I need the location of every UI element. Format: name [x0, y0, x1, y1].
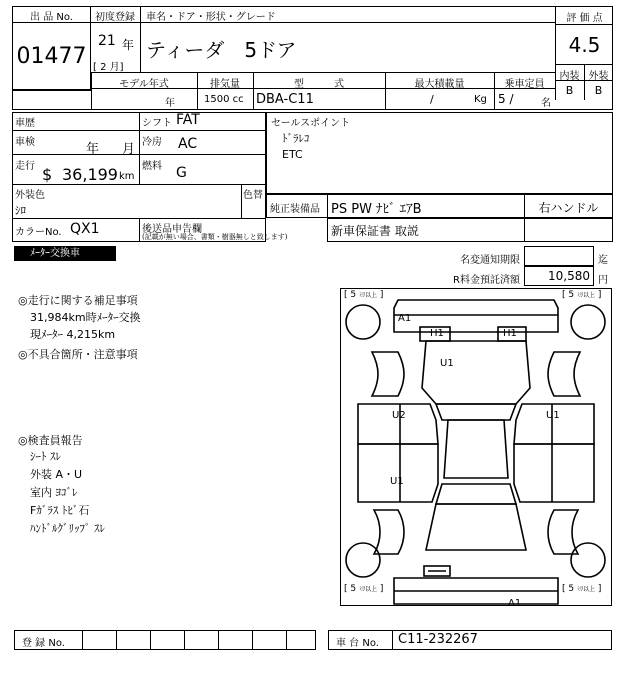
- name-change-deadline-label: 名変通知期限: [460, 255, 520, 266]
- mileage-supplement-line-1: 31,984km時ﾒｰﾀｰ交換: [30, 311, 141, 324]
- max-load-value: /: [430, 93, 434, 106]
- tire-label-front-right: [ 5 ﾐﾘ以上 ]: [562, 290, 602, 300]
- model-code: DBA-C11: [256, 92, 314, 107]
- windshield: [436, 404, 516, 420]
- front-bumper-outline: [394, 300, 558, 332]
- registration-no-label: 登 録 No.: [22, 638, 65, 649]
- car-name: ティーダ 5ドア: [146, 38, 297, 62]
- seating-capacity: 5 /: [498, 92, 514, 106]
- lot-no-label: 出 品 No.: [30, 12, 73, 23]
- aircon-value: AC: [178, 136, 198, 152]
- left-front-fender: [372, 352, 404, 396]
- mark-headlight-left: H1: [430, 328, 444, 339]
- post-report-label: 後送品申告欄: [142, 224, 202, 235]
- shift-value: FAT: [176, 112, 200, 128]
- inspection-label: 車検: [15, 137, 35, 148]
- tire-rear-left: [346, 543, 380, 577]
- sales-points-label: セールスポイント: [271, 118, 351, 129]
- inspection-year-unit: 年: [86, 142, 100, 157]
- max-load-unit: Kg: [474, 94, 487, 105]
- right-rear-fender: [548, 510, 578, 554]
- displacement: 1500 cc: [204, 94, 244, 105]
- name-change-deadline-unit: 迄: [598, 255, 608, 266]
- tire-front-right: [571, 305, 605, 339]
- right-front-fender: [548, 352, 580, 396]
- interior-grade: B: [565, 84, 574, 97]
- meter-replaced-badge: ﾒｰﾀｰ交換車: [14, 246, 116, 261]
- grade-label: 評 価 点: [566, 13, 603, 24]
- equipment-list: PS PW ﾅﾋﾞ ｴｱB: [331, 202, 422, 217]
- exterior-label: 外装: [588, 71, 609, 82]
- recycle-fee-unit: 円: [598, 275, 608, 286]
- tire-front-left: [346, 305, 380, 339]
- tire-label-rear-right: [ 5 ﾐﾘ以上 ]: [562, 584, 602, 594]
- exterior-grade: B: [594, 84, 603, 97]
- max-load-label: 最大積載量: [414, 79, 465, 90]
- history-label: 車歴: [15, 118, 35, 129]
- mileage-unit: km: [119, 171, 135, 182]
- inspector-line-1: ｼｰﾄ ｽﾚ: [30, 450, 61, 463]
- overall-grade: 4.5: [568, 33, 601, 57]
- mark-front-bumper: A1: [398, 313, 412, 324]
- mark-rear-bumper: A1: [508, 598, 522, 609]
- fuel-value: G: [176, 165, 187, 181]
- equipment-label: 純正装備品: [270, 204, 320, 215]
- mileage-label: 走行: [15, 161, 35, 172]
- tire-rear-right: [571, 543, 605, 577]
- tire-label-rear-left: [ 5 ﾐﾘ以上 ]: [344, 584, 384, 594]
- model-year-label: モデル年式: [119, 79, 169, 90]
- trunk: [426, 504, 526, 550]
- mileage-supplement-title: ◎走行に関する補足事項: [18, 294, 138, 307]
- inspector-line-2: 外装 A・U: [30, 468, 83, 481]
- inspector-report-title: ◎検査員報告: [18, 434, 83, 447]
- defects-title: ◎不具合箇所・注意事項: [18, 348, 138, 361]
- recycle-fee-amount: 10,580: [548, 269, 590, 283]
- left-rear-fender: [374, 510, 404, 554]
- model-type-label: 型 式: [294, 79, 344, 90]
- right-rear-door: [514, 444, 594, 502]
- exterior-color-label: 外装色: [15, 190, 45, 201]
- mark-left-rear-door: U1: [390, 476, 404, 487]
- roof: [444, 420, 508, 478]
- color-no: QX1: [70, 221, 100, 237]
- steering-side: 右ハンドル: [538, 201, 599, 215]
- hood-outline: [422, 341, 530, 404]
- car-diagram: [340, 288, 612, 606]
- registration-year-unit: 年: [122, 38, 135, 52]
- sales-point-1: ﾄﾞﾗﾚｺ: [282, 132, 310, 145]
- mark-left-front-door: U2: [392, 410, 406, 421]
- recycle-fee-label: R料金預託済額: [453, 275, 520, 286]
- rear-window: [436, 484, 516, 504]
- mark-headlight-right: H1: [503, 328, 517, 339]
- chassis-no-label: 車 台 No.: [336, 638, 379, 649]
- inspector-line-4: Fｶﾞﾗｽ ﾄﾋﾞ石: [30, 504, 90, 517]
- chassis-number: C11-232267: [398, 632, 478, 647]
- displacement-label: 排気量: [210, 79, 240, 90]
- color-change-label: 色替: [243, 190, 263, 201]
- mark-hood: U1: [440, 358, 454, 369]
- lot-number: 01477: [16, 44, 87, 69]
- shift-label: シフト: [142, 118, 172, 129]
- registration-year: 21: [98, 33, 116, 49]
- model-year-unit: 年: [165, 98, 175, 109]
- warranty-docs: 新車保証書 取説: [331, 224, 419, 238]
- mileage-supplement-line-2: 現ﾒｰﾀｰ 4,215km: [30, 328, 116, 341]
- inspection-month-unit: 月: [122, 142, 136, 157]
- registration-month: [ 2 月]: [93, 62, 124, 73]
- mileage-value: 36,199: [62, 165, 118, 184]
- car-name-label: 車名・ドア・形状・グレード: [146, 12, 276, 23]
- post-report-note: (記載が無い場合、書類・樹器無しと致します): [142, 233, 288, 241]
- fuel-label: 燃料: [142, 161, 162, 172]
- mileage-currency: $: [42, 165, 53, 184]
- capacity-label: 乗車定員: [504, 79, 545, 90]
- sales-point-2: ETC: [282, 148, 303, 161]
- color-no-label: カラーNo.: [15, 227, 62, 238]
- inspector-line-5: ﾊﾝﾄﾞﾙｸﾞﾘｯﾌﾟ ｽﾚ: [30, 522, 105, 535]
- first-registration-label: 初度登録: [95, 12, 135, 23]
- interior-label: 内装: [559, 71, 580, 82]
- left-rear-door: [358, 444, 438, 502]
- exterior-color: ｼﾛ: [15, 204, 26, 217]
- inspector-line-3: 室内 ﾖｺﾞﾚ: [30, 486, 78, 499]
- capacity-unit: 名: [541, 98, 551, 109]
- tire-label-front-left: [ 5 ﾐﾘ以上 ]: [344, 290, 384, 300]
- aircon-label: 冷房: [142, 137, 162, 148]
- mark-right-front-door: U1: [546, 410, 560, 421]
- name-change-deadline-box: [524, 246, 594, 266]
